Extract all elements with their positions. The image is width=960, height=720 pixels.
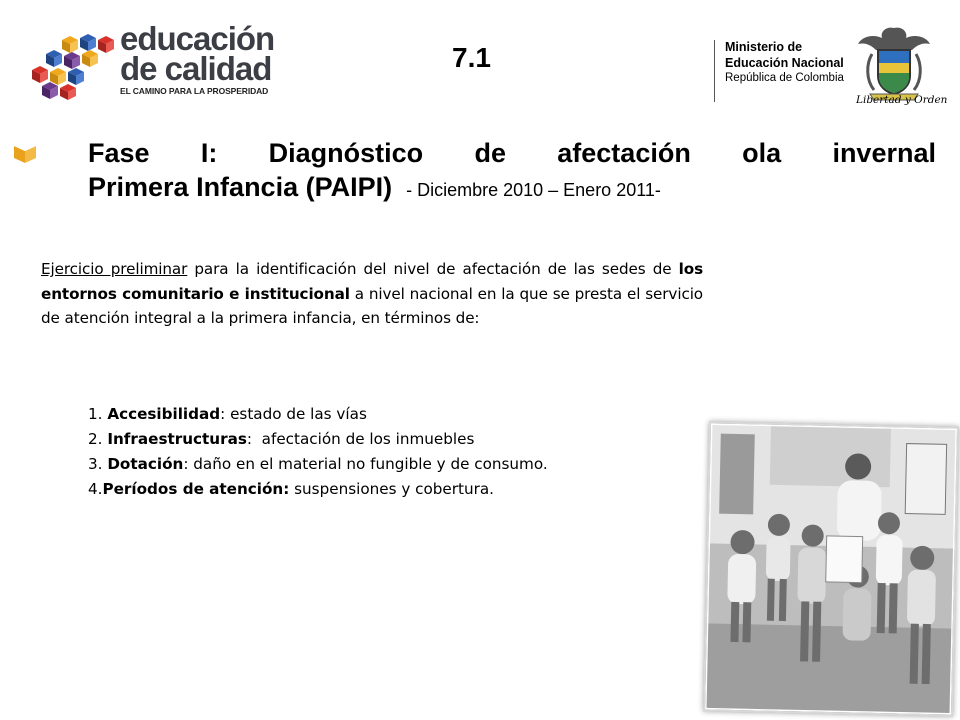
photo-illustration: [705, 423, 957, 714]
title-line-2: [88, 170, 936, 207]
lead-text-1: para la identificación del nivel de afectación de las sedes de: [187, 260, 679, 278]
item-number: 2.: [88, 430, 108, 448]
title-line-1: [88, 136, 936, 170]
item-text: : daño en el material no fungible y de consumo.: [183, 455, 548, 473]
item-text: : estado de las vías: [220, 405, 367, 423]
logo-cubes-icon: [32, 34, 114, 100]
list-item: [88, 427, 688, 452]
item-number: 1.: [88, 405, 108, 423]
book-bullet-icon: [12, 142, 38, 164]
list-item: [88, 402, 688, 427]
title-word: Diagnóstico: [268, 138, 424, 168]
shield-caption: Libertad y Orden: [856, 94, 948, 106]
title-word: Fase: [88, 138, 150, 168]
title-word: ola: [742, 138, 782, 168]
slide-title: [88, 136, 936, 207]
item-number: 4.: [88, 480, 103, 498]
children-classroom-photo: [703, 421, 959, 716]
logo-text: [120, 20, 275, 96]
lead-bold: los entornos comunitario e institucional: [41, 260, 704, 303]
ministry-line-1: Ministerio de: [725, 40, 803, 54]
item-number: 3.: [88, 455, 108, 473]
title-word: I:: [200, 138, 218, 168]
intro-paragraph: [41, 257, 703, 331]
title-subtitle: - Diciembre 2010 – Enero 2011-: [406, 180, 661, 200]
ministry-logo: [714, 40, 845, 102]
title-word: afectación: [557, 138, 691, 168]
criteria-list: [88, 402, 688, 502]
item-term: Accesibilidad: [107, 405, 221, 423]
title-word: de: [474, 138, 506, 168]
slide-number: 7.1: [452, 42, 491, 73]
item-term: Períodos de atención:: [102, 480, 290, 498]
item-text: : afectación de los inmuebles: [246, 430, 475, 448]
lead-underlined: Ejercicio preliminar: [41, 260, 188, 278]
ministry-line-2: Educación Nacional: [725, 55, 844, 70]
logo-tagline: EL CAMINO PARA LA PROSPERIDAD: [120, 86, 269, 96]
item-term: Infraestructuras: [107, 430, 247, 448]
logo-line-2: de calidad: [120, 50, 272, 87]
title-line-2-text: Primera Infancia (PAIPI): [88, 172, 393, 202]
list-item: [88, 477, 688, 502]
ministry-line-3: República de Colombia: [725, 72, 844, 84]
item-term: Dotación: [107, 455, 184, 473]
logo-line-1: educación: [120, 20, 275, 57]
list-item: [88, 452, 688, 477]
lead-text-2: a nivel nacional en la que se presta el servicio de atención integral a la primera infancia, en términos de:: [41, 284, 704, 328]
educacion-de-calidad-logo: [32, 20, 275, 104]
item-text: suspensiones y cobertura.: [289, 480, 494, 498]
title-word: invernal: [832, 138, 936, 168]
